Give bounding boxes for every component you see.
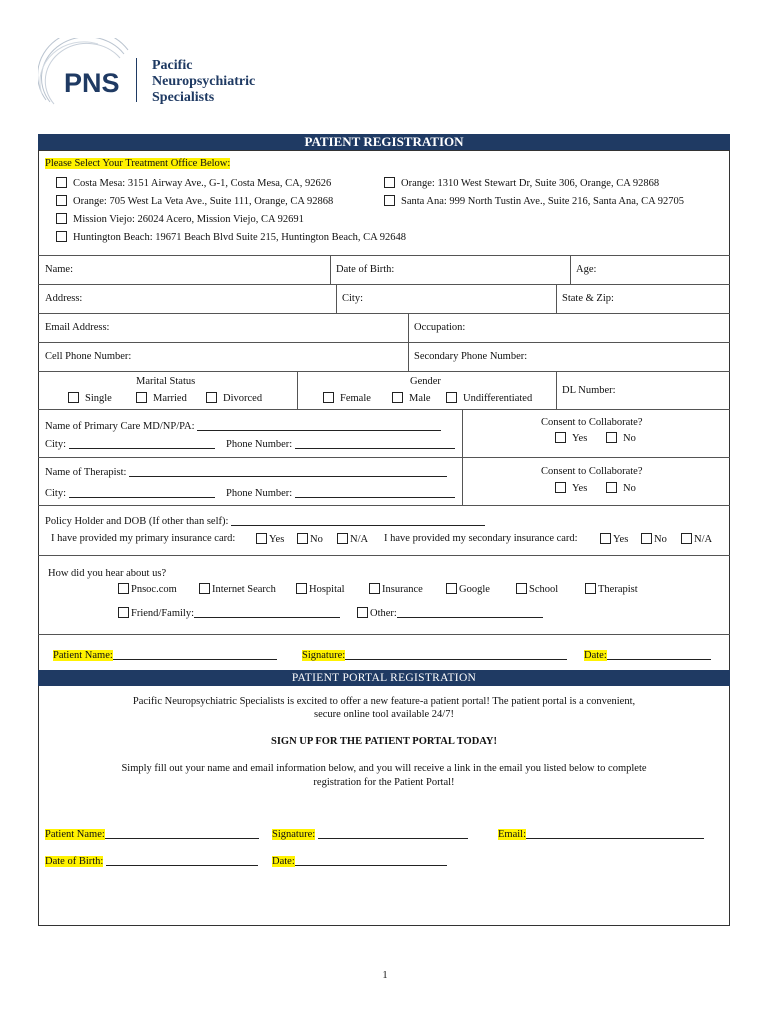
therapist-city-field[interactable]: City: xyxy=(45,487,215,499)
checkbox[interactable] xyxy=(118,583,129,594)
marital-single[interactable]: Single xyxy=(68,392,112,404)
checkbox[interactable] xyxy=(357,607,368,618)
office-prompt: Please Select Your Treatment Office Below: xyxy=(45,158,231,169)
logo-divider xyxy=(136,58,137,102)
primary-care-field[interactable]: Name of Primary Care MD/NP/PA: xyxy=(45,420,441,432)
portal-instr-line1: Simply fill out your name and email information below, and you will receive a link in the email you listed below to complete xyxy=(121,763,647,774)
checkbox[interactable] xyxy=(600,533,611,544)
hear-internet-search[interactable]: Internet Search xyxy=(199,583,276,595)
checkbox[interactable] xyxy=(516,583,527,594)
portal-intro-line1: Pacific Neuropsychiatric Specialists is excited to offer a new feature-a patient portal! The patient portal is a convenient, xyxy=(132,696,636,707)
checkbox[interactable] xyxy=(555,482,566,493)
checkbox[interactable] xyxy=(392,392,403,403)
checkbox[interactable] xyxy=(56,231,67,242)
office-option-costa-mesa[interactable]: Costa Mesa: 3151 Airway Ave., G-1, Costa Mesa, CA, 92626 xyxy=(56,177,331,189)
office-option-orange-stewart[interactable]: Orange: 1310 West Stewart Dr, Suite 306, Orange, CA 92868 xyxy=(384,177,659,189)
checkbox[interactable] xyxy=(199,583,210,594)
office-option-santa-ana[interactable]: Santa Ana: 999 North Tustin Ave., Suite 216, Santa Ana, CA 92705 xyxy=(384,195,684,207)
consent-therapist-yes[interactable]: Yes xyxy=(555,482,587,494)
hear-insurance[interactable]: Insurance xyxy=(369,583,423,595)
checkbox[interactable] xyxy=(369,583,380,594)
policy-holder-field[interactable]: Policy Holder and DOB (If other than self): xyxy=(45,515,485,527)
name-label[interactable]: Name: xyxy=(45,264,73,275)
secondary-ins-no[interactable]: No xyxy=(641,533,667,545)
gender-undifferentiated[interactable]: Undifferentiated xyxy=(446,392,532,404)
primary-insurance-label: I have provided my primary insurance card: xyxy=(51,533,236,544)
checkbox[interactable] xyxy=(606,432,617,443)
occupation-label[interactable]: Occupation: xyxy=(414,322,466,333)
checkbox[interactable] xyxy=(56,195,67,206)
primary-ins-no[interactable]: No xyxy=(297,533,323,545)
checkbox[interactable] xyxy=(384,195,395,206)
portal-intro-line2: secure online tool available 24/7! xyxy=(314,709,454,720)
gender-female[interactable]: Female xyxy=(323,392,371,404)
office-option-huntington-beach[interactable]: Huntington Beach: 19671 Beach Blvd Suite 215, Huntington Beach, CA 92648 xyxy=(56,231,406,243)
registration-title: PATIENT REGISTRATION xyxy=(38,134,730,150)
portal-signature-field[interactable]: Signature: xyxy=(272,828,468,840)
checkbox[interactable] xyxy=(56,177,67,188)
state-zip-label[interactable]: State & Zip: xyxy=(562,293,614,304)
consent-yes[interactable]: Yes xyxy=(555,432,587,444)
checkbox[interactable] xyxy=(118,607,129,618)
marital-divorced[interactable]: Divorced xyxy=(206,392,262,404)
age-label[interactable]: Age: xyxy=(576,264,597,275)
checkbox[interactable] xyxy=(681,533,692,544)
logo-mark: PNS xyxy=(64,68,120,98)
logo-line1: Pacific xyxy=(152,58,193,73)
checkbox[interactable] xyxy=(323,392,334,403)
secondary-phone-label[interactable]: Secondary Phone Number: xyxy=(414,351,528,362)
logo-line2: Neuropsychiatric xyxy=(152,74,256,89)
cell-phone-label[interactable]: Cell Phone Number: xyxy=(45,351,132,362)
primary-care-city-field[interactable]: City: xyxy=(45,438,215,450)
hear-hospital[interactable]: Hospital xyxy=(296,583,345,595)
office-option-mission-viejo[interactable]: Mission Viejo: 26024 Acero, Mission Viejo, CA 92691 xyxy=(56,213,304,225)
therapist-field[interactable]: Name of Therapist: xyxy=(45,466,447,478)
dl-number-label[interactable]: DL Number: xyxy=(562,385,616,396)
secondary-insurance-label: I have provided my secondary insurance card: xyxy=(384,533,578,544)
patient-name-sign-field[interactable]: Patient Name: xyxy=(53,649,277,661)
marital-status-label: Marital Status xyxy=(136,376,196,387)
checkbox[interactable] xyxy=(446,392,457,403)
gender-male[interactable]: Male xyxy=(392,392,431,404)
marital-married[interactable]: Married xyxy=(136,392,187,404)
checkbox[interactable] xyxy=(606,482,617,493)
checkbox[interactable] xyxy=(337,533,348,544)
date-sign-field[interactable]: Date: xyxy=(584,649,711,661)
email-label[interactable]: Email Address: xyxy=(45,322,110,333)
checkbox[interactable] xyxy=(56,213,67,224)
secondary-ins-na[interactable]: N/A xyxy=(681,533,712,545)
hear-friend-family[interactable]: Friend/Family: xyxy=(118,607,340,619)
checkbox[interactable] xyxy=(384,177,395,188)
checkbox[interactable] xyxy=(641,533,652,544)
hear-google[interactable]: Google xyxy=(446,583,490,595)
checkbox[interactable] xyxy=(136,392,147,403)
divider xyxy=(38,255,730,256)
checkbox[interactable] xyxy=(296,583,307,594)
signature-field[interactable]: Signature: xyxy=(302,649,567,661)
primary-ins-yes[interactable]: Yes xyxy=(256,533,284,545)
checkbox[interactable] xyxy=(256,533,267,544)
hear-other[interactable]: Other: xyxy=(357,607,543,619)
hear-therapist[interactable]: Therapist xyxy=(585,583,638,595)
city-label[interactable]: City: xyxy=(342,293,364,304)
gender-label: Gender xyxy=(410,376,441,387)
checkbox[interactable] xyxy=(206,392,217,403)
checkbox[interactable] xyxy=(585,583,596,594)
checkbox[interactable] xyxy=(446,583,457,594)
hear-pnsoc[interactable]: Pnsoc.com xyxy=(118,583,177,595)
portal-patient-name-field[interactable]: Patient Name: xyxy=(45,828,259,840)
hear-question: How did you hear about us? xyxy=(48,568,167,579)
consent-no[interactable]: No xyxy=(606,432,636,444)
primary-ins-na[interactable]: N/A xyxy=(337,533,368,545)
therapist-phone-field[interactable]: Phone Number: xyxy=(226,487,455,499)
page-number: 1 xyxy=(382,970,388,981)
portal-date-field[interactable]: Date: xyxy=(272,855,447,867)
primary-care-phone-field[interactable]: Phone Number: xyxy=(226,438,455,450)
checkbox[interactable] xyxy=(68,392,79,403)
checkbox[interactable] xyxy=(297,533,308,544)
portal-dob-field[interactable]: Date of Birth: xyxy=(45,855,258,867)
hear-school[interactable]: School xyxy=(516,583,558,595)
portal-email-field[interactable]: Email: xyxy=(498,828,704,840)
office-option-orange-laveta[interactable]: Orange: 705 West La Veta Ave., Suite 111, Orange, CA 92868 xyxy=(56,195,333,207)
address-label[interactable]: Address: xyxy=(45,293,83,304)
secondary-ins-yes[interactable]: Yes xyxy=(600,533,628,545)
consent-therapist-no[interactable]: No xyxy=(606,482,636,494)
consent-label-therapist: Consent to Collaborate? xyxy=(541,466,643,477)
portal-signup-heading: SIGN UP FOR THE PATIENT PORTAL TODAY! xyxy=(270,736,498,747)
logo-line3: Specialists xyxy=(152,90,215,105)
dob-label[interactable]: Date of Birth: xyxy=(336,264,395,275)
portal-title: PATIENT PORTAL REGISTRATION xyxy=(38,670,730,686)
consent-label: Consent to Collaborate? xyxy=(541,417,643,428)
portal-instr-line2: registration for the Patient Portal! xyxy=(313,777,455,788)
checkbox[interactable] xyxy=(555,432,566,443)
